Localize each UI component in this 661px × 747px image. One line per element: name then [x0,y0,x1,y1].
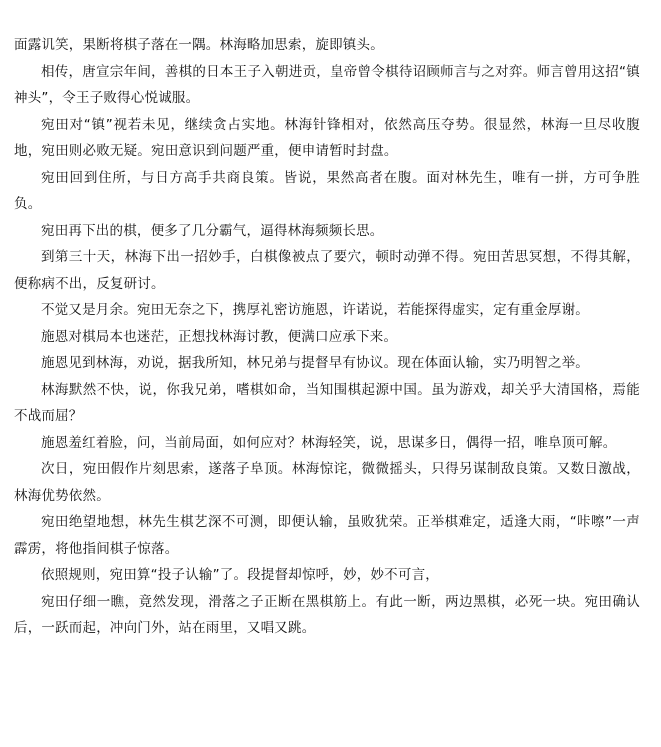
paragraph: 施恩见到林海，劝说，据我所知，林兄弟与提督早有协议。现在体面认输，实乃明智之举。 [41,355,589,371]
paragraph: 施恩羞红着脸，问，当前局面，如何应对？林海轻笑，说，思谋多日，偶得一招，唯阜顶可解。 [41,434,617,451]
paragraph: 到第三十天，林海下出一招妙手，白棋像被点了要穴，顿时动弹不得。宛田苦思冥想，不得其解，便称病不出，反复研讨。 [14,249,640,292]
paragraph: 相传，唐宣宗年间，善棋的日本王子入朝进贡，皇帝曾令棋待诏顾师言与之对弈。师言曾用这招“镇神头”，令王子败得心悦诚服。 [14,63,640,106]
document-body [14,32,640,642]
paragraph: 宛田仔细一瞧，竟然发现，滑落之子正断在黑棋筋上。有此一断，两边黑棋，必死一块。宛田确认后，一跃而起，冲向门外，站在雨里，又唱又跳。 [14,593,640,636]
paragraph: 施恩对棋局本也迷茫，正想找林海讨教，便满口应承下来。 [41,328,398,345]
paragraph: 次日，宛田假作片刻思索，遂落子阜顶。林海惊诧，微微摇头，只得另谋制敌良策。又数日激战，林海优势依然。 [14,461,640,504]
paragraph: 宛田绝望地想，林先生棋艺深不可测，即便认输，虽败犹荣。正举棋难定，适逢大雨，“咔嚓”一声霹雳，将他指间棋子惊落。 [14,514,640,557]
paragraph: 宛田再下出的棋，便多了几分霸气，逼得林海频频长思。 [41,222,384,239]
paragraph: 不觉又是月余。宛田无奈之下，携厚礼密访施恩，许诺说，若能探得虚实，定有重金厚谢。 [41,302,589,318]
paragraph: 宛田对“镇”视若未见，继续贪占实地。林海针锋相对，依然高压夺势。很显然，林海一旦尽收腹地，宛田则必败无疑。宛田意识到问题严重，便申请暂时封盘。 [14,116,640,159]
paragraph: 面露讥笑，果断将棋子落在一隅。林海略加思索，旋即镇头。 [14,37,384,53]
paragraph: 林海默然不快，说，你我兄弟，嗜棋如命，当知围棋起源中国。虽为游戏，却关乎大清国格，焉能不战而屈？ [14,381,640,424]
paragraph: 宛田回到住所，与日方高手共商良策。皆说，果然高者在腹。面对林先生，唯有一拼，方可争胜负。 [14,169,640,212]
paragraph: 依照规则，宛田算“投子认输”了。段提督却惊呼，妙，妙不可言， [41,567,439,583]
